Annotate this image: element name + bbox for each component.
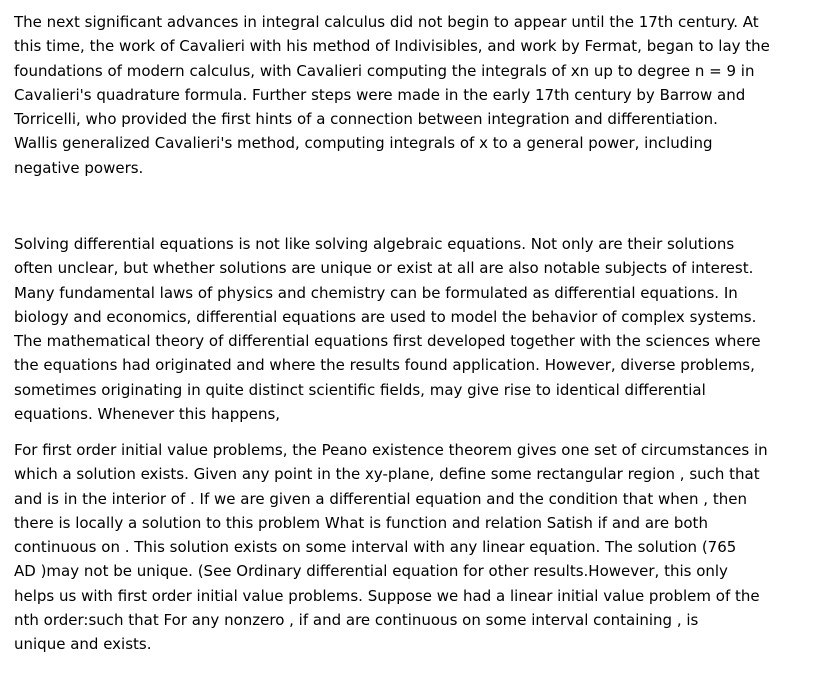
text-line: nth order:such that For any nonzero , if and are continuous on some interval containing , is [14,611,699,630]
text-line: Many fundamental laws of physics and chemistry can be formulated as differential equations. In [14,283,738,302]
text-line: and is in the interior of . If we are given a differential equation and the condition that when , then [14,489,747,508]
text-line: often unclear, but whether solutions are unique or exist at all are also notable subjects of interest. [14,259,754,278]
text-line: biology and economics, differential equations are used to model the behavior of complex systems. [14,307,757,326]
text-line: foundations of modern calculus, with Cavalieri computing the integrals of xn up to degree n = 9 in [14,61,755,80]
paragraph-integral-calculus [14,10,770,180]
text-line: Solving differential equations is not like solving algebraic equations. Not only are their solutions [14,235,735,253]
text-line: negative powers. [14,158,144,177]
text-line: which a solution exists. Given any point in the xy-plane, define some rectangular region , such that [14,465,760,484]
text-line: helps us with first order initial value problems. Suppose we had a linear initial value problem of the [14,586,760,605]
text-line: sometimes originating in quite distinct scientific fields, may give rise to identical differential [14,380,706,399]
text-line: the equations had originated and where the results found application. However, diverse problems, [14,356,755,375]
text-line: there is locally a solution to this problem What is function and relation Satish if and are both [14,513,708,532]
text-line: The next significant advances in integral calculus did not begin to appear until the 17th century. At [14,13,759,31]
text-line: The mathematical theory of differential equations first developed together with the sciences where [14,332,761,351]
text-line: For first order initial value problems, the Peano existence theorem gives one set of circumstances in [14,441,768,459]
text-line: Torricelli, who provided the first hints of a connection between integration and differentiation. [14,110,718,129]
paragraph-differential-equations [14,232,761,426]
text-line: Cavalieri's quadrature formula. Further steps were made in the early 17th century by Barrow and [14,85,746,104]
text-line: this time, the work of Cavalieri with his method of Indivisibles, and work by Fermat, began to lay the [14,37,770,56]
text-line: continuous on . This solution exists on some interval with any linear equation. The solution (765 [14,538,737,557]
text-line: unique and exists. [14,635,152,654]
paragraph-initial-value-problems [14,438,768,657]
text-line: AD )may not be unique. (See Ordinary differential equation for other results.However, this only [14,562,728,581]
text-line: Wallis generalized Cavalieri's method, computing integrals of x to a general power, including [14,134,713,153]
text-line: equations. Whenever this happens, [14,405,281,424]
